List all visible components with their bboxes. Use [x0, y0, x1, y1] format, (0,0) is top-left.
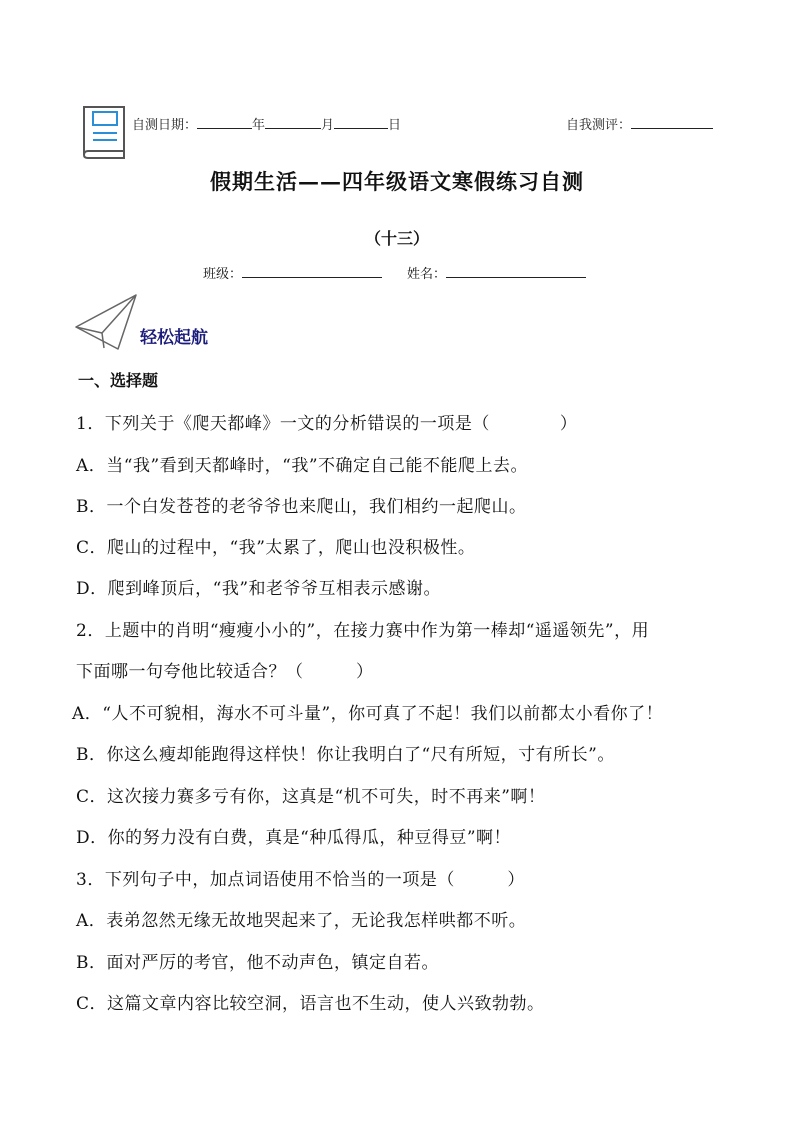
- paper-plane-icon: [74, 293, 140, 351]
- name-field: [407, 263, 586, 282]
- date-label: 自测日期：: [132, 118, 198, 133]
- page-title: 假期生活——四年级语文寒假练习自测: [210, 169, 584, 194]
- month-blank[interactable]: [265, 115, 321, 129]
- question-3-option-a: A．表弟忽然无缘无故地哭起来了，无论我怎样哄都不听。: [76, 911, 527, 931]
- day-blank[interactable]: [334, 115, 388, 129]
- question-1-option-c: C．爬山的过程中，“我”太累了，爬山也没积极性。: [76, 538, 476, 558]
- question-1: 1．下列关于《爬天都峰》一文的分析错误的一项是（ ）: [76, 414, 578, 434]
- page-subtitle: （十三）: [364, 229, 429, 248]
- question-3: 3．下列句子中，加点词语使用不恰当的一项是（ ）: [76, 870, 525, 890]
- day-label: 日: [388, 118, 402, 133]
- question-2-option-c: C．这次接力赛多亏有你，这真是“机不可失，时不再来”啊！: [76, 787, 546, 807]
- class-label: 班级：: [203, 267, 243, 282]
- question-2: 2．上题中的肖明“瘦瘦小小的”，在接力赛中作为第一棒却“遥遥领先”，用: [76, 621, 650, 641]
- question-2-continued: 下面哪一句夸他比较适合？（ ）: [76, 662, 374, 682]
- question-3-option-b: B．面对严厉的考官，他不动声色，镇定自若。: [76, 953, 439, 973]
- question-1-option-a: A．当“我”看到天都峰时，“我”不确定自己能不能爬上去。: [76, 456, 529, 476]
- question-1-option-b: B．一个白发苍苍的老爷爷也来爬山，我们相约一起爬山。: [76, 497, 527, 517]
- self-eval-label: 自我测评：: [566, 118, 632, 133]
- question-2-option-b: B．你这么瘦却能跑得这样快！你让我明白了“尺有所短，寸有所长”。: [76, 745, 615, 765]
- section-heading: 轻松起航: [140, 328, 208, 348]
- date-field: [132, 114, 401, 133]
- question-type-heading: 一、选择题: [78, 371, 159, 390]
- month-label: 月: [321, 118, 335, 133]
- question-3-option-c: C．这篇文章内容比较空洞，语言也不生动，使人兴致勃勃。: [76, 994, 545, 1014]
- book-icon: [80, 103, 128, 159]
- year-label: 年: [252, 118, 266, 133]
- name-blank[interactable]: [446, 264, 586, 278]
- question-2-option-d: D．你的努力没有白费，真是“种瓜得瓜，种豆得豆”啊！: [76, 828, 512, 848]
- self-eval-blank[interactable]: [631, 115, 713, 129]
- class-blank[interactable]: [242, 264, 382, 278]
- self-eval-field: [566, 114, 713, 133]
- name-label: 姓名：: [407, 267, 447, 282]
- class-field: [203, 263, 382, 282]
- year-blank[interactable]: [197, 115, 252, 129]
- question-2-option-a: A．“人不可貌相，海水不可斗量”，你可真了不起！我们以前都太小看你了！: [72, 704, 664, 724]
- question-1-option-d: D．爬到峰顶后，“我”和老爷爷互相表示感谢。: [76, 579, 442, 599]
